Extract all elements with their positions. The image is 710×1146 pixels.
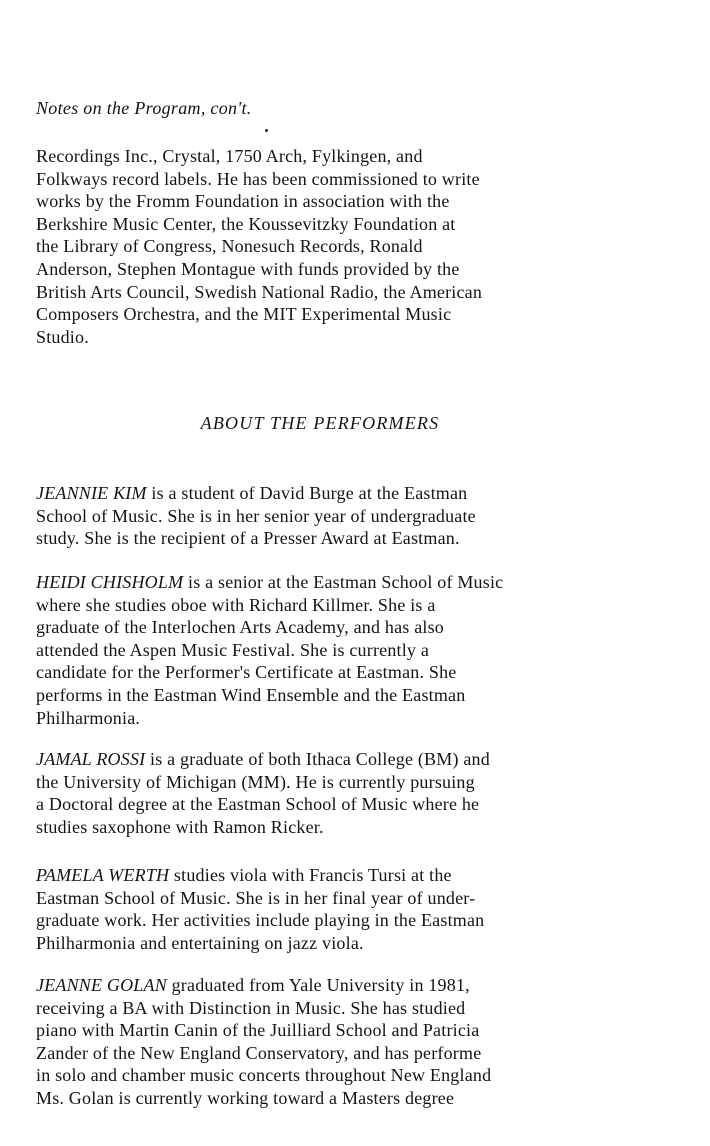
performer-bio-golan: [36, 974, 491, 1110]
paragraph-line: Anderson, Stephen Montague with funds provided by the: [36, 258, 460, 279]
performer-bio-werth: [36, 864, 484, 954]
paragraph-line: [36, 571, 503, 594]
paragraph-line: studies saxophone with Ramon Ricker.: [36, 816, 324, 837]
performer-name: JAMAL ROSSI: [36, 749, 146, 769]
paragraph-text: is a student of David Burge at the Eastman: [146, 483, 468, 503]
paragraph-line: graduate work. Her activities include playing in the Eastman: [36, 910, 485, 931]
paragraph-line: Philharmonia and entertaining on jazz viola.: [36, 932, 364, 953]
paragraph-line: graduate of the Interlochen Arts Academy, and has also: [36, 617, 444, 638]
paragraph-text: is a senior at the Eastman School of Music: [183, 572, 504, 592]
paragraph-line: candidate for the Performer's Certificate at Eastman. She: [36, 662, 457, 683]
section-heading: ABOUT THE PERFORMERS: [200, 413, 440, 433]
paragraph-line: Philharmonia.: [36, 707, 141, 728]
paragraph-line: the Library of Congress, Nonesuch Records, Ronald: [36, 236, 423, 257]
paragraph-text: is a graduate of both Ithaca College (BM) and: [145, 749, 490, 769]
paragraph-line: receiving a BA with Distinction in Music. She has studied: [36, 997, 466, 1018]
paragraph-line: Folkways record labels. He has been commissioned to write: [36, 168, 480, 189]
paragraph-line: British Arts Council, Swedish National Radio, the American: [36, 281, 483, 302]
paragraph-line: Eastman School of Music. She is in her final year of under-: [36, 887, 476, 908]
paragraph-line: [36, 864, 484, 887]
paragraph-line: [36, 974, 491, 997]
paragraph-line: Recordings Inc., Crystal, 1750 Arch, Fylkingen, and: [36, 146, 423, 166]
paragraph-line: performs in the Eastman Wind Ensemble and the Eastman: [36, 684, 466, 705]
performer-bio-chisholm: [36, 571, 503, 729]
paragraph-line: [36, 482, 476, 505]
intro-paragraph: [36, 145, 482, 348]
page-header: Notes on the Program, con't.: [36, 98, 252, 118]
paragraph-line: Composers Orchestra, and the MIT Experimental Music: [36, 304, 452, 325]
paragraph-line: Berkshire Music Center, the Koussevitzky Foundation at: [36, 213, 456, 234]
paragraph-text: studies viola with Francis Tursi at the: [169, 865, 452, 885]
paragraph-line: Ms. Golan is currently working toward a Masters degree: [36, 1087, 455, 1108]
stray-mark: [265, 129, 268, 132]
paragraph-line: piano with Martin Canin of the Juilliard School and Patricia: [36, 1020, 480, 1041]
paragraph-text: graduated from Yale University in 1981,: [166, 975, 470, 995]
performer-name: JEANNIE KIM: [36, 483, 147, 503]
paragraph-line: Studio.: [36, 326, 89, 347]
performer-bio-kim: [36, 482, 476, 550]
paragraph-line: study. She is the recipient of a Presser Award at Eastman.: [36, 528, 460, 549]
performer-bio-rossi: [36, 748, 490, 838]
paragraph-line: School of Music. She is in her senior year of undergraduate: [36, 505, 476, 526]
performer-name: HEIDI CHISHOLM: [36, 572, 184, 592]
paragraph-line: in solo and chamber music concerts throughout New England: [36, 1065, 492, 1086]
performer-name: PAMELA WERTH: [36, 865, 170, 885]
paragraph-line: Zander of the New England Conservatory, and has performe: [36, 1042, 482, 1063]
paragraph-line: a Doctoral degree at the Eastman School of Music where he: [36, 794, 480, 815]
paragraph-line: works by the Fromm Foundation in association with the: [36, 191, 450, 212]
paragraph-line: attended the Aspen Music Festival. She is currently a: [36, 639, 430, 660]
performer-name: JEANNE GOLAN: [36, 975, 167, 995]
paragraph-line: [36, 748, 490, 771]
paragraph-line: the University of Michigan (MM). He is currently pursuing: [36, 771, 475, 792]
paragraph-line: where she studies oboe with Richard Killmer. She is a: [36, 594, 436, 615]
